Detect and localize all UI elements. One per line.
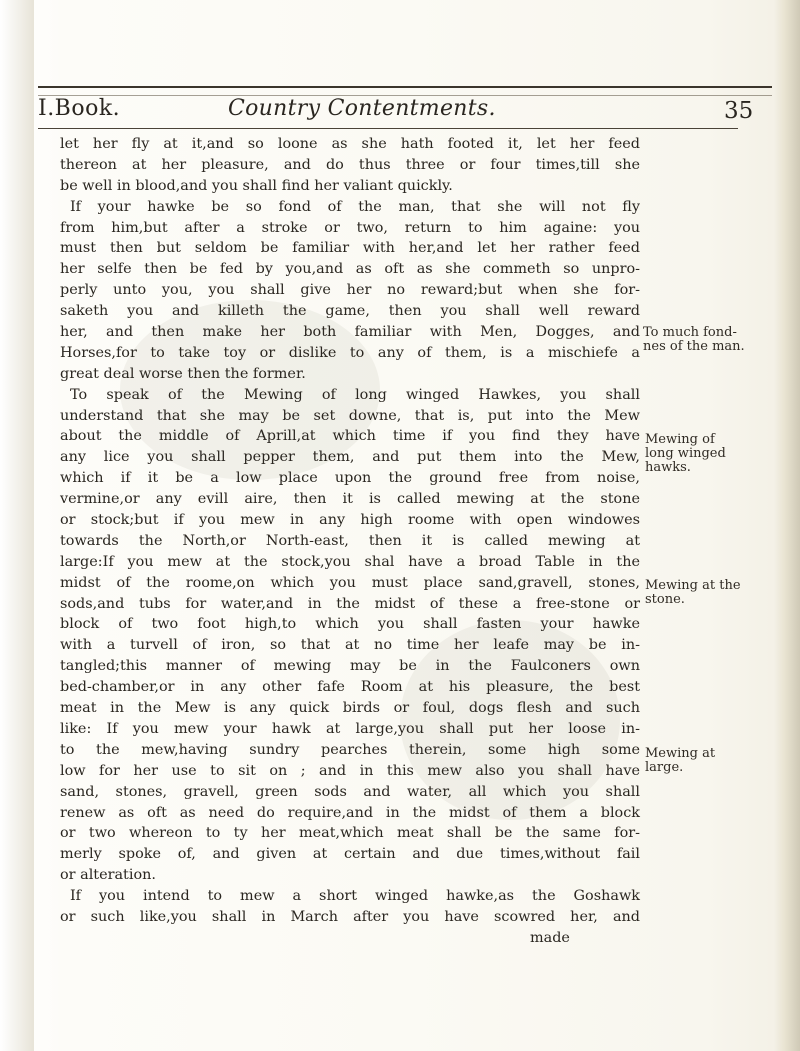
top-rule xyxy=(38,86,772,88)
text-line: thereon at her pleasure, and do thus three or four times,till she xyxy=(60,156,640,173)
margin-note-line: Mewing at xyxy=(645,746,716,761)
running-title: Country Contentments. xyxy=(228,96,496,121)
margin-note-line: Mewing of xyxy=(645,432,715,447)
body-text xyxy=(60,134,640,949)
margin-note-mewing-stone xyxy=(645,579,741,607)
catchword: made xyxy=(530,929,570,946)
text-line: her, and then make her both familiar with Men, Dogges, and xyxy=(60,324,640,341)
margin-note-line: nes of the man. xyxy=(643,339,745,354)
margin-note-line: large. xyxy=(645,760,684,775)
text-line: sand, stones, gravell, green sods and water, all which you shall xyxy=(60,783,640,800)
text-line: or stock;but if you mew in any high roome with open windowes xyxy=(60,512,640,529)
text-line: tangled;this manner of mewing may be in the Faulconers own xyxy=(60,658,640,675)
margin-note-mewing-long-winged xyxy=(645,433,726,475)
text-line: any lice you shall pepper them, and put them into the Mew, xyxy=(60,449,640,466)
text-line: midst of the roome,on which you must place sand,gravell, stones, xyxy=(60,574,640,591)
text-line: like: If you mew your hawk at large,you shall put her loose in- xyxy=(60,720,640,737)
text-line: or alteration. xyxy=(60,867,156,884)
text-line: low for her use to sit on ; and in this mew also you shall have xyxy=(60,762,640,779)
text-line: her selfe then be fed by you,and as oft as she commeth so unpro- xyxy=(60,261,640,278)
margin-note-line: long winged xyxy=(645,446,726,461)
text-line: perly unto you, you shall give her no reward;but when she for- xyxy=(60,282,640,299)
margin-note-line: Mewing at the xyxy=(645,578,741,593)
text-line: sods,and tubs for water,and in the midst of these a free-stone or xyxy=(60,595,640,612)
text-line: towards the North,or North-east, then it is called mewing at xyxy=(60,532,640,549)
page-gutter xyxy=(0,0,34,1051)
page-number: 35 xyxy=(724,98,754,124)
text-line: with a turvell of iron, so that at no time her leafe may be in- xyxy=(60,637,640,654)
text-line: bed-chamber,or in any other fafe Room at his pleasure, the best xyxy=(60,679,640,696)
text-line: great deal worse then the former. xyxy=(60,365,306,382)
margin-note-line: stone. xyxy=(645,592,685,607)
text-line: saketh you and killeth the game, then you shall well reward xyxy=(60,303,640,320)
text-line: understand that she may be set downe, that is, put into the Mew xyxy=(60,407,640,424)
margin-note-fondness xyxy=(643,326,745,354)
running-head xyxy=(38,96,778,128)
text-line: or such like,you shall in March after you have scowred her, and xyxy=(60,908,640,925)
text-line: be well in blood,and you shall find her valiant quickly. xyxy=(60,177,453,194)
text-line: meat in the Mew is any quick birds or foul, dogs flesh and such xyxy=(60,700,640,717)
page-fore-edge xyxy=(774,0,800,1051)
text-line: let her fly at it,and so loone as she hath footed it, let her feed xyxy=(60,136,640,152)
text-line: merly spoke of, and given at certain and due times,without fail xyxy=(60,846,640,863)
text-line: from him,but after a stroke or two, return to him againe: you xyxy=(60,219,640,236)
text-line: If you intend to mew a short winged hawke,as the Goshawk xyxy=(70,888,640,905)
text-line: To speak of the Mewing of long winged Hawkes, you shall xyxy=(70,386,640,403)
margin-note-line: To much fond- xyxy=(643,325,737,340)
text-line: renew as oft as need do require,and in the midst of them a block xyxy=(60,804,640,821)
margin-note-mewing-large xyxy=(645,747,715,775)
text-line: block of two foot high,to which you shall fasten your hawke xyxy=(60,616,640,633)
book-label: I.Book. xyxy=(38,96,121,121)
text-line: vermine,or any evill aire, then it is called mewing at the stone xyxy=(60,491,640,508)
text-line: large:If you mew at the stock,you shal have a broad Table in the xyxy=(60,553,640,570)
text-line: which if it be a low place upon the ground free from noise, xyxy=(60,470,640,487)
margin-note-line: hawks. xyxy=(645,460,691,475)
text-line: Horses,for to take toy or dislike to any of them, is a mischiefe a xyxy=(60,344,640,361)
text-line: or two whereon to ty her meat,which meat shall be the same for- xyxy=(60,825,640,842)
header-underline xyxy=(38,128,738,129)
text-line: about the middle of Aprill,at which time if you find they have xyxy=(60,428,640,445)
text-line: If your hawke be so fond of the man, that she will not fly xyxy=(70,198,640,215)
text-line: to the mew,having sundry pearches therein, some high some xyxy=(60,741,640,758)
text-line: must then but seldom be familiar with her,and let her rather feed xyxy=(60,240,640,257)
